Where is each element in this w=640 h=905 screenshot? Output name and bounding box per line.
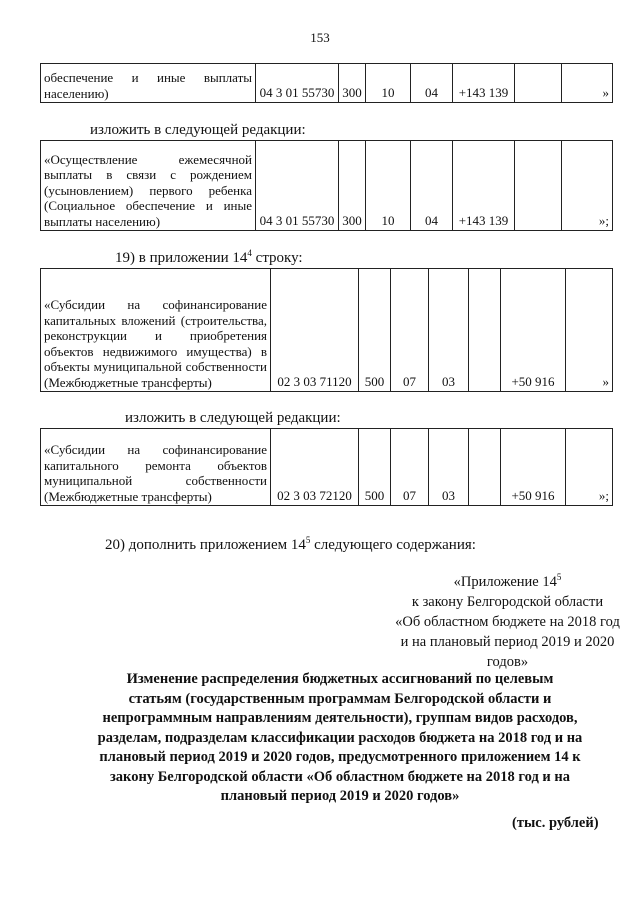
row-name: обеспечение и иные выплаты населению) <box>41 64 256 103</box>
title-line: Изменение распределения бюджетных ассигнований по целевым <box>126 671 554 687</box>
budget-table-4 <box>40 428 613 506</box>
section-code: 07 <box>391 429 429 506</box>
section-code: 10 <box>366 141 411 231</box>
edit-instruction: изложить в следующей редакции: <box>125 410 341 426</box>
target-code: 02 3 03 72120 <box>271 429 359 506</box>
budget-table-3 <box>40 268 613 392</box>
target-code: 02 3 03 71120 <box>271 269 359 392</box>
title-line: плановый период 2019 и 2020 годов» <box>220 788 460 804</box>
section-code: 07 <box>391 269 429 392</box>
amount: +50 916 <box>501 269 566 392</box>
expense-type: 300 <box>339 141 366 231</box>
row-end-quote: »; <box>566 429 613 506</box>
row-name: «Субсидии на софинансирование капитальных вложений (строительства, реконструкции и приобретения объектов недвижимого имущества) в объекты муниципальной собственности (Межбюджетные трансферты) <box>41 269 271 392</box>
appendix-line: годов» <box>486 653 529 670</box>
row-end-quote: » <box>566 269 613 392</box>
budget-table-1 <box>40 63 613 103</box>
target-code: 04 3 01 55730 <box>256 141 339 231</box>
appendix-line: «Об областном бюджете на 2018 год <box>395 613 620 630</box>
title-line: статьям (государственным программам Белгородской области и <box>128 690 552 707</box>
expense-type: 500 <box>359 429 391 506</box>
target-code: 04 3 01 55730 <box>256 64 339 103</box>
item-20-heading: 20) дополнить приложением $14^5$ следующего содержания: <box>105 535 476 553</box>
title-line: непрограммным направлениям деятельности), группам видов расходов, <box>102 710 578 726</box>
expense-type: 500 <box>359 269 391 392</box>
amount: +143 139 <box>453 64 515 103</box>
title-line: разделам, подразделам классификации расходов бюджета на 2018 год и на <box>97 729 583 746</box>
document-title <box>60 670 620 807</box>
row-end-quote: »; <box>562 141 613 231</box>
appendix-line: «Приложение $14^5$ <box>453 572 562 590</box>
empty-cell <box>469 429 501 506</box>
edit-instruction: изложить в следующей редакции: <box>90 122 306 138</box>
appendix-line: к закону Белгородской области <box>411 593 604 610</box>
row-name: «Осуществление ежемесячной выплаты в связи с рождением (усыновлением) первого ребенка (Социальное обеспечение и иные выплаты населению) <box>41 141 256 231</box>
section-code: 10 <box>366 64 411 103</box>
empty-cell <box>469 269 501 392</box>
table-row <box>41 269 613 392</box>
row-end-quote: » <box>562 64 613 103</box>
title-line: закону Белгородской области «Об областном бюджете на 2018 год и на <box>109 768 571 785</box>
title-line: плановый период 2019 и 2020 годов, предусмотренного приложением 14 к <box>99 749 581 765</box>
appendix-header <box>375 567 640 672</box>
subsection-code: 03 <box>429 269 469 392</box>
expense-type: 300 <box>339 64 366 103</box>
amount: +143 139 <box>453 141 515 231</box>
subsection-code: 04 <box>411 141 453 231</box>
subsection-code: 04 <box>411 64 453 103</box>
table-row <box>41 141 613 231</box>
page-number: 153 <box>310 30 330 45</box>
units-label: (тыс. рублей) <box>512 815 599 831</box>
amount: +50 916 <box>501 429 566 506</box>
appendix-line: и на плановый период 2019 и 2020 <box>400 633 615 650</box>
table-row <box>41 429 613 506</box>
subsection-code: 03 <box>429 429 469 506</box>
empty-cell <box>515 64 562 103</box>
item-19-heading: 19) в приложении $14^4$ строку: <box>115 248 303 266</box>
table-row <box>41 64 613 103</box>
budget-table-2 <box>40 140 613 231</box>
row-name: «Субсидии на софинансирование капитального ремонта объектов муниципальной собственности (Межбюджетные трансферты) <box>41 429 271 506</box>
empty-cell <box>515 141 562 231</box>
